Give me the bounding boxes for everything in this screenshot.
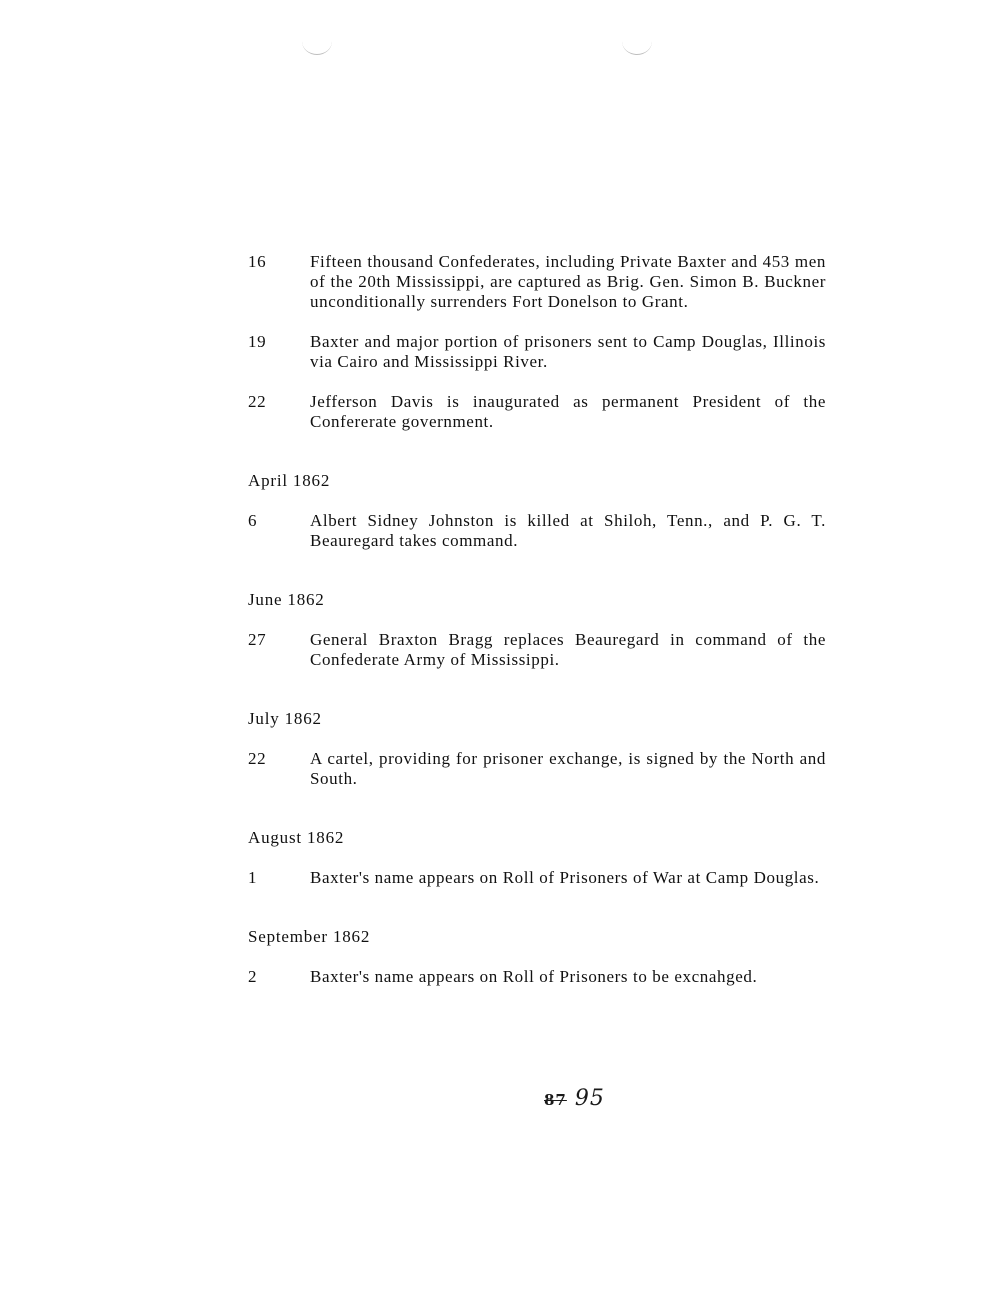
entry-text: Albert Sidney Johnston is killed at Shiloh, Tenn., and P. G. T. Beauregard takes command. <box>310 511 826 550</box>
entry-day: 22 <box>248 749 267 768</box>
punch-hole-mark-right <box>622 28 652 55</box>
month-heading: June 1862 <box>248 590 325 609</box>
entry-day: 19 <box>248 332 267 351</box>
chronology-entry <box>248 749 826 789</box>
entry-day: 6 <box>248 511 258 530</box>
chronology-entry <box>248 630 826 670</box>
chronology <box>248 252 826 987</box>
chronology-entry <box>248 392 826 432</box>
entry-text: Baxter's name appears on Roll of Prisoners to be excnahged. <box>310 967 758 986</box>
chronology-entry <box>248 967 826 987</box>
punch-hole-mark-left <box>302 28 332 55</box>
entry-text: Jefferson Davis is inaugurated as permanent President of the Confererate government. <box>310 392 826 431</box>
month-heading: September 1862 <box>248 927 371 946</box>
entry-day: 2 <box>248 967 258 986</box>
month-heading: August 1862 <box>248 828 345 847</box>
chronology-entry <box>248 511 826 551</box>
chronology-entry <box>248 332 826 372</box>
month-heading: April 1862 <box>248 471 331 490</box>
entry-day: 16 <box>248 252 267 271</box>
current-page-number: 95 <box>574 1086 605 1111</box>
handwritten-page-number <box>544 1086 605 1111</box>
entry-day: 22 <box>248 392 267 411</box>
month-heading: July 1862 <box>248 709 322 728</box>
chronology-entry <box>248 868 826 888</box>
chronology-entry <box>248 252 826 312</box>
entry-text: A cartel, providing for prisoner exchange, is signed by the North and South. <box>310 749 826 788</box>
entry-day: 1 <box>248 868 258 887</box>
entry-day: 27 <box>248 630 267 649</box>
entry-text: General Braxton Bragg replaces Beauregard in command of the Confederate Army of Mississippi. <box>310 630 826 669</box>
entry-text: Fifteen thousand Confederates, including Private Baxter and 453 men of the 20th Mississippi, are captured as Brig. Gen. Simon B. Buckner unconditionally surrenders Fort Donelson to Grant. <box>310 252 826 311</box>
entry-text: Baxter's name appears on Roll of Prisoners of War at Camp Douglas. <box>310 868 820 887</box>
entry-text: Baxter and major portion of prisoners sent to Camp Douglas, Illinois via Cairo and Mississippi River. <box>310 332 826 371</box>
struck-page-number: 87 <box>544 1091 567 1109</box>
